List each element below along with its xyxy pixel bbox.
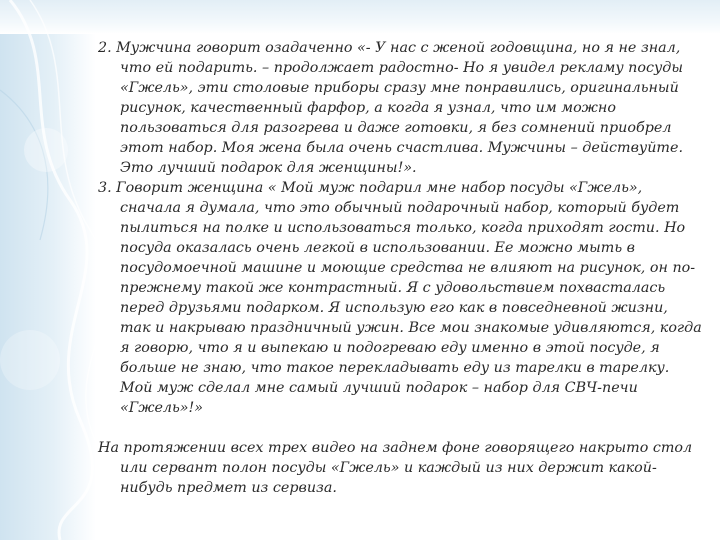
paragraph-woman-testimonial: 3. Говорит женщина « Мой муж подарил мне набор посуды «Гжель», сначала я думала, что это обычный подарочный набор, который будет пылиться на полке и использоваться только, когда приходят гости. Но посуда оказалась очень легкой в использовании. Ее можно мыть в посудомоечной машине и моющие средства не влияют на рисунок, он по-прежнему такой же контрастный. Я с удовольствием похвасталась перед друзьями подарком. Я использую его как в повседневной жизни, так и накрываю праздничный ужин. Все мои знакомые удивляются, когда я говорю, что я и выпекаю и подогреваю еду именно в этой посуде, я больше не знаю, что такое перекладывать еду из тарелки в тарелку. Мой муж сделал мне самый лучший подарок – набор для СВЧ-печи «Гжель»!» — [98, 180, 702, 416]
document-body — [98, 38, 702, 530]
paragraph-man-testimonial: 2. Мужчина говорит озадаченно «- У нас с женой годовщина, но я не знал, что ей подарить. – продолжает радостно- Но я увидел рекламу посуды «Гжель», эти столовые приборы сразу мне понравились, оригинальный рисунок, качественный фарфор, а когда я узнал, что им можно пользоваться для разогрева и даже готовки, я без сомнений приобрел этот набор. Моя жена была очень счастлива. Мужчины – действуйте. Это лучший подарок для женщины!». — [98, 40, 683, 176]
decorative-swirl-graphic — [0, 0, 110, 540]
paragraph-spacer — [98, 418, 702, 438]
paragraph-video-background-note: На протяжении всех трех видео на заднем фоне говорящего накрыто стол или сервант полон посуды «Гжель» и каждый из них держит какой-нибудь предмет из сервиза. — [98, 440, 693, 496]
